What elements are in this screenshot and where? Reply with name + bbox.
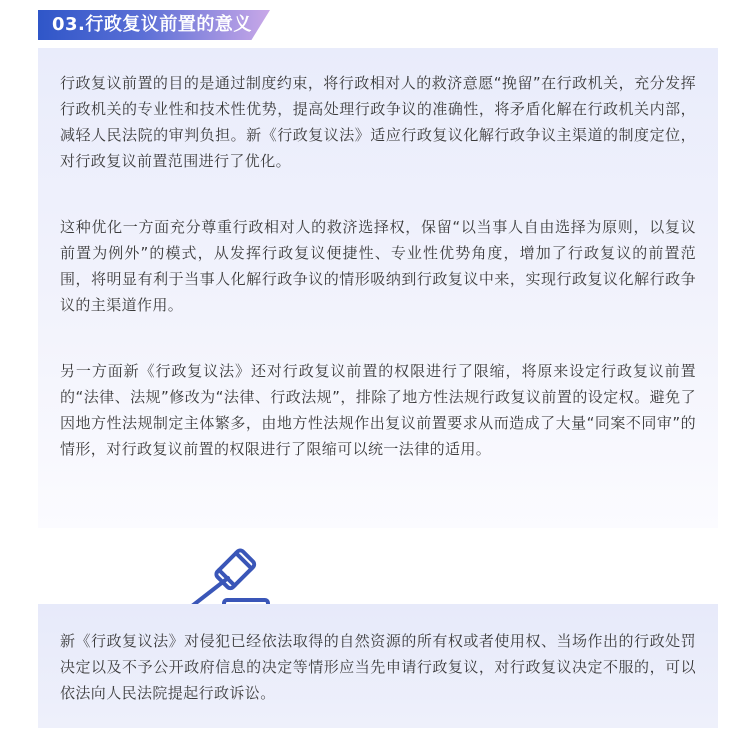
main-content-card [38, 48, 718, 528]
paragraph-3: 另一方面新《行政复议法》还对行政复议前置的权限进行了限缩，将原来设定行政复议前置的“法律、法规”修改为“法律、行政法规”，排除了地方性法规行政复议前置的设定权。避免了因地方性法规制定主体繁多，由地方性法规作出复议前置要求从而造成了大量“同案不同审”的情形，对行政复议前置的权限进行了限缩可以统一法律的适用。 [60, 362, 696, 458]
section-title: 03.行政复议前置的意义 [52, 14, 252, 35]
footer-paragraph: 新《行政复议法》对侵犯已经依法取得的自然资源的所有权或者使用权、当场作出的行政处罚决定以及不予公开政府信息的决定等情形应当先申请行政复议，对行政复议决定不服的，可以依法向人民法院提起行政诉讼。 [60, 632, 696, 702]
paragraph-2: 这种优化一方面充分尊重行政相对人的救济选择权，保留“以当事人自由选择为原则，以复议前置为例外”的模式，从发挥行政复议便捷性、专业性优势角度，增加了行政复议的前置范围，将明显有利于当事人化解行政争议的情形吸纳到行政复议中来，实现行政复议化解行政争议的主渠道作用。 [60, 218, 696, 314]
footer-note-card [38, 604, 718, 728]
paragraph-1: 行政复议前置的目的是通过制度约束，将行政相对人的救济意愿“挽留”在行政机关，充分发挥行政机关的专业性和技术性优势，提高处理行政争议的准确性，将矛盾化解在行政机关内部，减轻人民法院的审判负担。新《行政复议法》适应行政复议化解行政争议主渠道的制度定位，对行政复议前置范围进行了优化。 [60, 74, 696, 170]
